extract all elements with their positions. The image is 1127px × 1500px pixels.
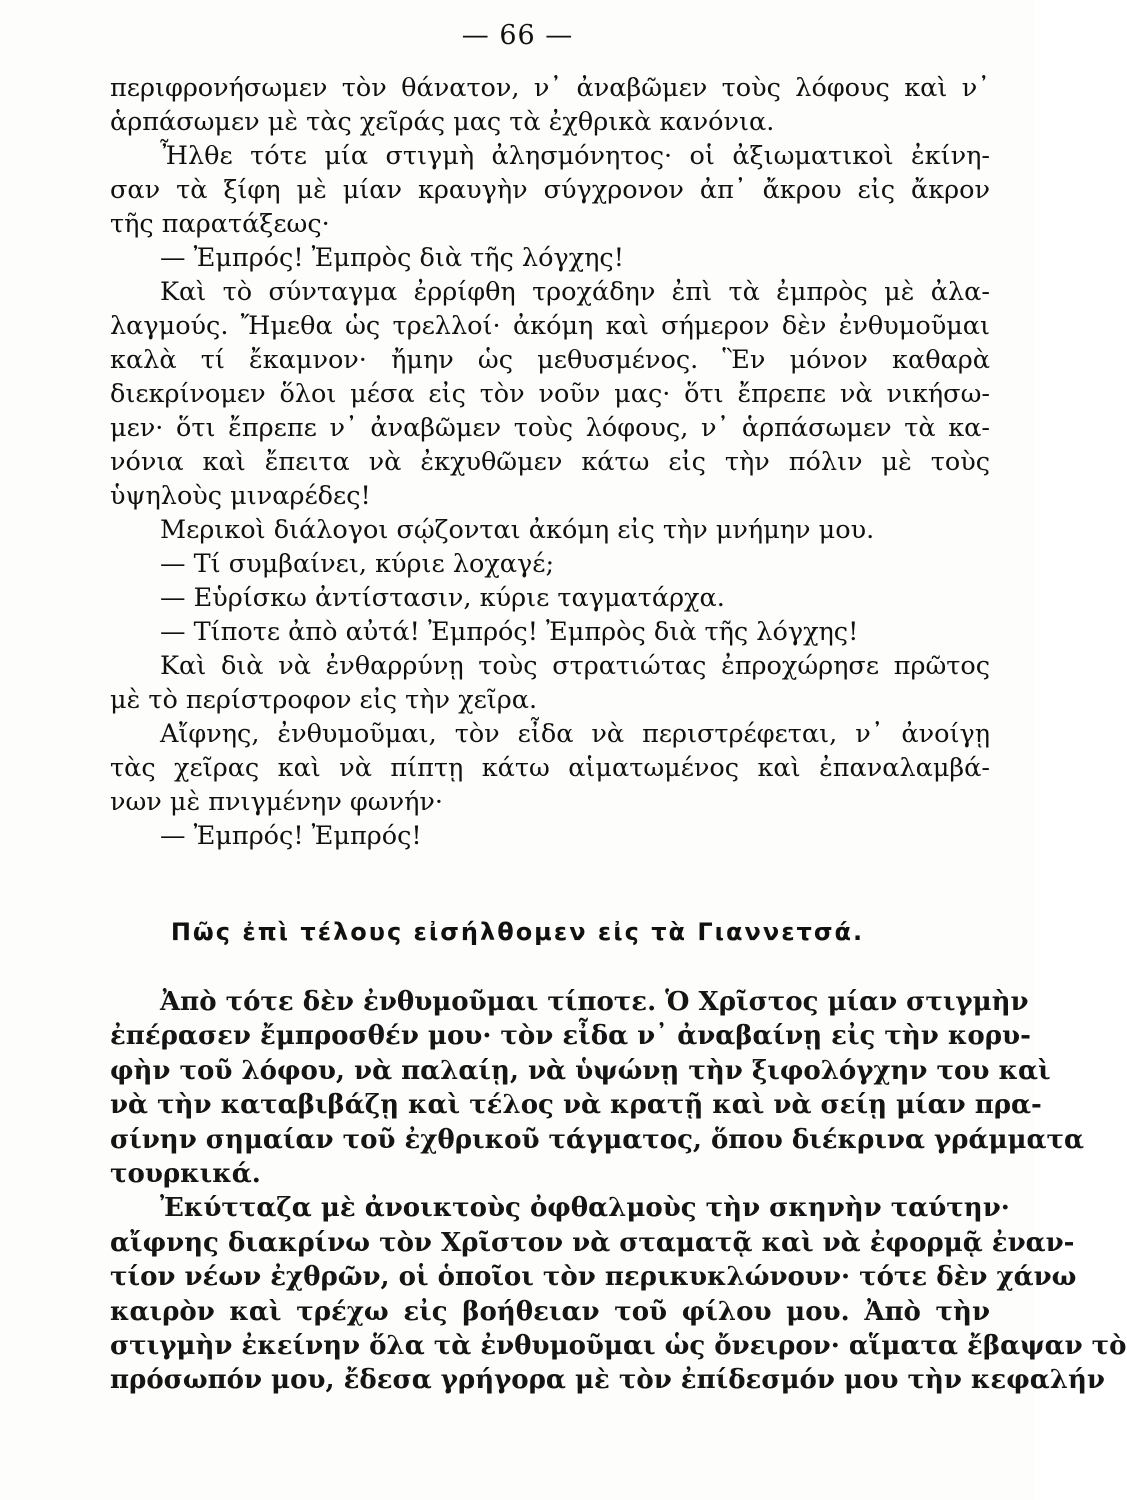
text-line: στιγμὴν ἐκείνην ὅλα τὰ ἐνθυμοῦμαι ὡς ὄνειρον· αἵματα ἔβαψαν τὸ: [110, 1330, 1127, 1361]
page-number: — 66 —: [461, 20, 574, 51]
text-line: νόνια καὶ ἔπειτα νὰ ἐκχυθῶμεν κάτω εἰς τὴν πόλιν μὲ τοὺς: [110, 447, 990, 477]
text-line: ἐπέρασεν ἔμπροσθέν μου· τὸν εἶδα ν᾿ ἀναβαίνῃ εἰς τὴν κορυ-: [110, 1021, 1031, 1052]
text-line: πρόσωπόν μου, ἔδεσα γρήγορα μὲ τὸν ἐπίδεσμόν μου τὴν κεφαλήν: [110, 1365, 1105, 1396]
text-line: νων μὲ πνιγμένην φωνήν·: [110, 787, 443, 817]
text-line: καλὰ τί ἔκαμνον· ἤμην ὡς μεθυσμένος. Ἓν μόνον καθαρὰ: [110, 345, 990, 375]
text-line: σαν τὰ ξίφη μὲ μίαν κραυγὴν σύγχρονον ἀπ᾿ ἄκρου εἰς ἄκρον: [110, 175, 990, 205]
text-line: — Ἐμπρός! Ἐμπρὸς διὰ τῆς λόγχης!: [160, 243, 624, 273]
text-line: ὑψηλοὺς μιναρέδες!: [110, 481, 371, 511]
text-line: τίον νέων ἐχθρῶν, οἱ ὁποῖοι τὸν περικυκλώνουν· τότε δὲν χάνω: [110, 1262, 1077, 1293]
text-line: τῆς παρατάξεως·: [110, 209, 330, 239]
text-line: Ἐκύτταζα μὲ ἀνοικτοὺς ὀφθαλμοὺς τὴν σκηνὴν ταύτην·: [160, 1193, 1010, 1224]
text-line: τὰς χεῖρας καὶ νὰ πίπτῃ κάτω αἱματωμένος καὶ ἐπαναλαμβά-: [110, 753, 990, 783]
text-line: — Τίποτε ἀπὸ αὐτά! Ἐμπρός! Ἐμπρὸς διὰ τῆς λόγχης!: [160, 617, 859, 647]
text-line: — Ἐμπρός! Ἐμπρός!: [160, 821, 422, 851]
text-line: Ἀπὸ τότε δὲν ἐνθυμοῦμαι τίποτε. Ὁ Χρῖστος μίαν στιγμὴν: [160, 987, 1029, 1017]
text-line: μεν· ὅτι ἔπρεπε ν᾿ ἀναβῶμεν τοὺς λόφους, ν᾿ ἁρπάσωμεν τὰ κα-: [110, 413, 990, 443]
text-line: αἴφνης διακρίνω τὸν Χρῖστον νὰ σταματᾷ καὶ νὰ ἐφορμᾷ ἐναν-: [110, 1227, 1075, 1258]
text-line: νὰ τὴν καταβιβάζῃ καὶ τέλος νὰ κρατῇ καὶ νὰ σείῃ μίαν πρα-: [110, 1090, 1042, 1121]
text-line: Καὶ διὰ νὰ ἐνθαρρύνῃ τοὺς στρατιώτας ἐπροχώρησε πρῶτος: [160, 651, 990, 681]
text-line: διεκρίνομεν ὅλοι μέσα εἰς τὸν νοῦν μας· ὅτι ἔπρεπε νὰ νικήσω-: [110, 379, 990, 409]
section-heading: Πῶς ἐπὶ τέλους εἰσήλθομεν εἰς τὰ Γιαννετσά.: [170, 918, 865, 946]
text-line: σίνην σημαίαν τοῦ ἐχθρικοῦ τάγματος, ὅπου διέκρινα γράμματα: [110, 1124, 1085, 1155]
text-block-top: [110, 71, 990, 853]
text-line: φὴν τοῦ λόφου, νὰ παλαίῃ, νὰ ὑψώνῃ τὴν ξιφολόγχην του καὶ: [110, 1055, 1051, 1086]
text-block-bottom: [110, 985, 1127, 1398]
text-line: καιρὸν καὶ τρέχω εἰς βοήθειαν τοῦ φίλου μου. Ἀπὸ τὴν: [110, 1296, 990, 1327]
text-line: ἁρπάσωμεν μὲ τὰς χεῖράς μας τὰ ἐχθρικὰ κανόνια.: [110, 107, 775, 137]
text-line: μὲ τὸ περίστροφον εἰς τὴν χεῖρα.: [110, 685, 538, 715]
text-line: τουρκικά.: [110, 1158, 261, 1189]
text-line: Καὶ τὸ σύνταγμα ἐρρίφθη τροχάδην ἐπὶ τὰ ἐμπρὸς μὲ ἀλα-: [160, 277, 990, 307]
text-line: περιφρονήσωμεν τὸν θάνατον, ν᾿ ἀναβῶμεν τοὺς λόφους καὶ ν᾿: [110, 73, 990, 103]
text-line: λαγμούς. Ἤμεθα ὡς τρελλοί· ἀκόμη καὶ σήμερον δὲν ἐνθυμοῦμαι: [110, 311, 990, 341]
text-line: — Τί συμβαίνει, κύριε λοχαγέ;: [160, 549, 555, 579]
text-line: Αἴφνης, ἐνθυμοῦμαι, τὸν εἶδα νὰ περιστρέφεται, ν᾿ ἀνοίγῃ: [160, 719, 990, 749]
text-line: Μερικοὶ διάλογοι σῴζονται ἀκόμη εἰς τὴν μνήμην μου.: [160, 515, 875, 545]
text-line: — Εὑρίσκω ἀντίστασιν, κύριε ταγματάρχα.: [160, 583, 725, 613]
text-line: Ἦλθε τότε μία στιγμὴ ἀλησμόνητος· οἱ ἀξιωματικοὶ ἐκίνη-: [160, 141, 990, 171]
